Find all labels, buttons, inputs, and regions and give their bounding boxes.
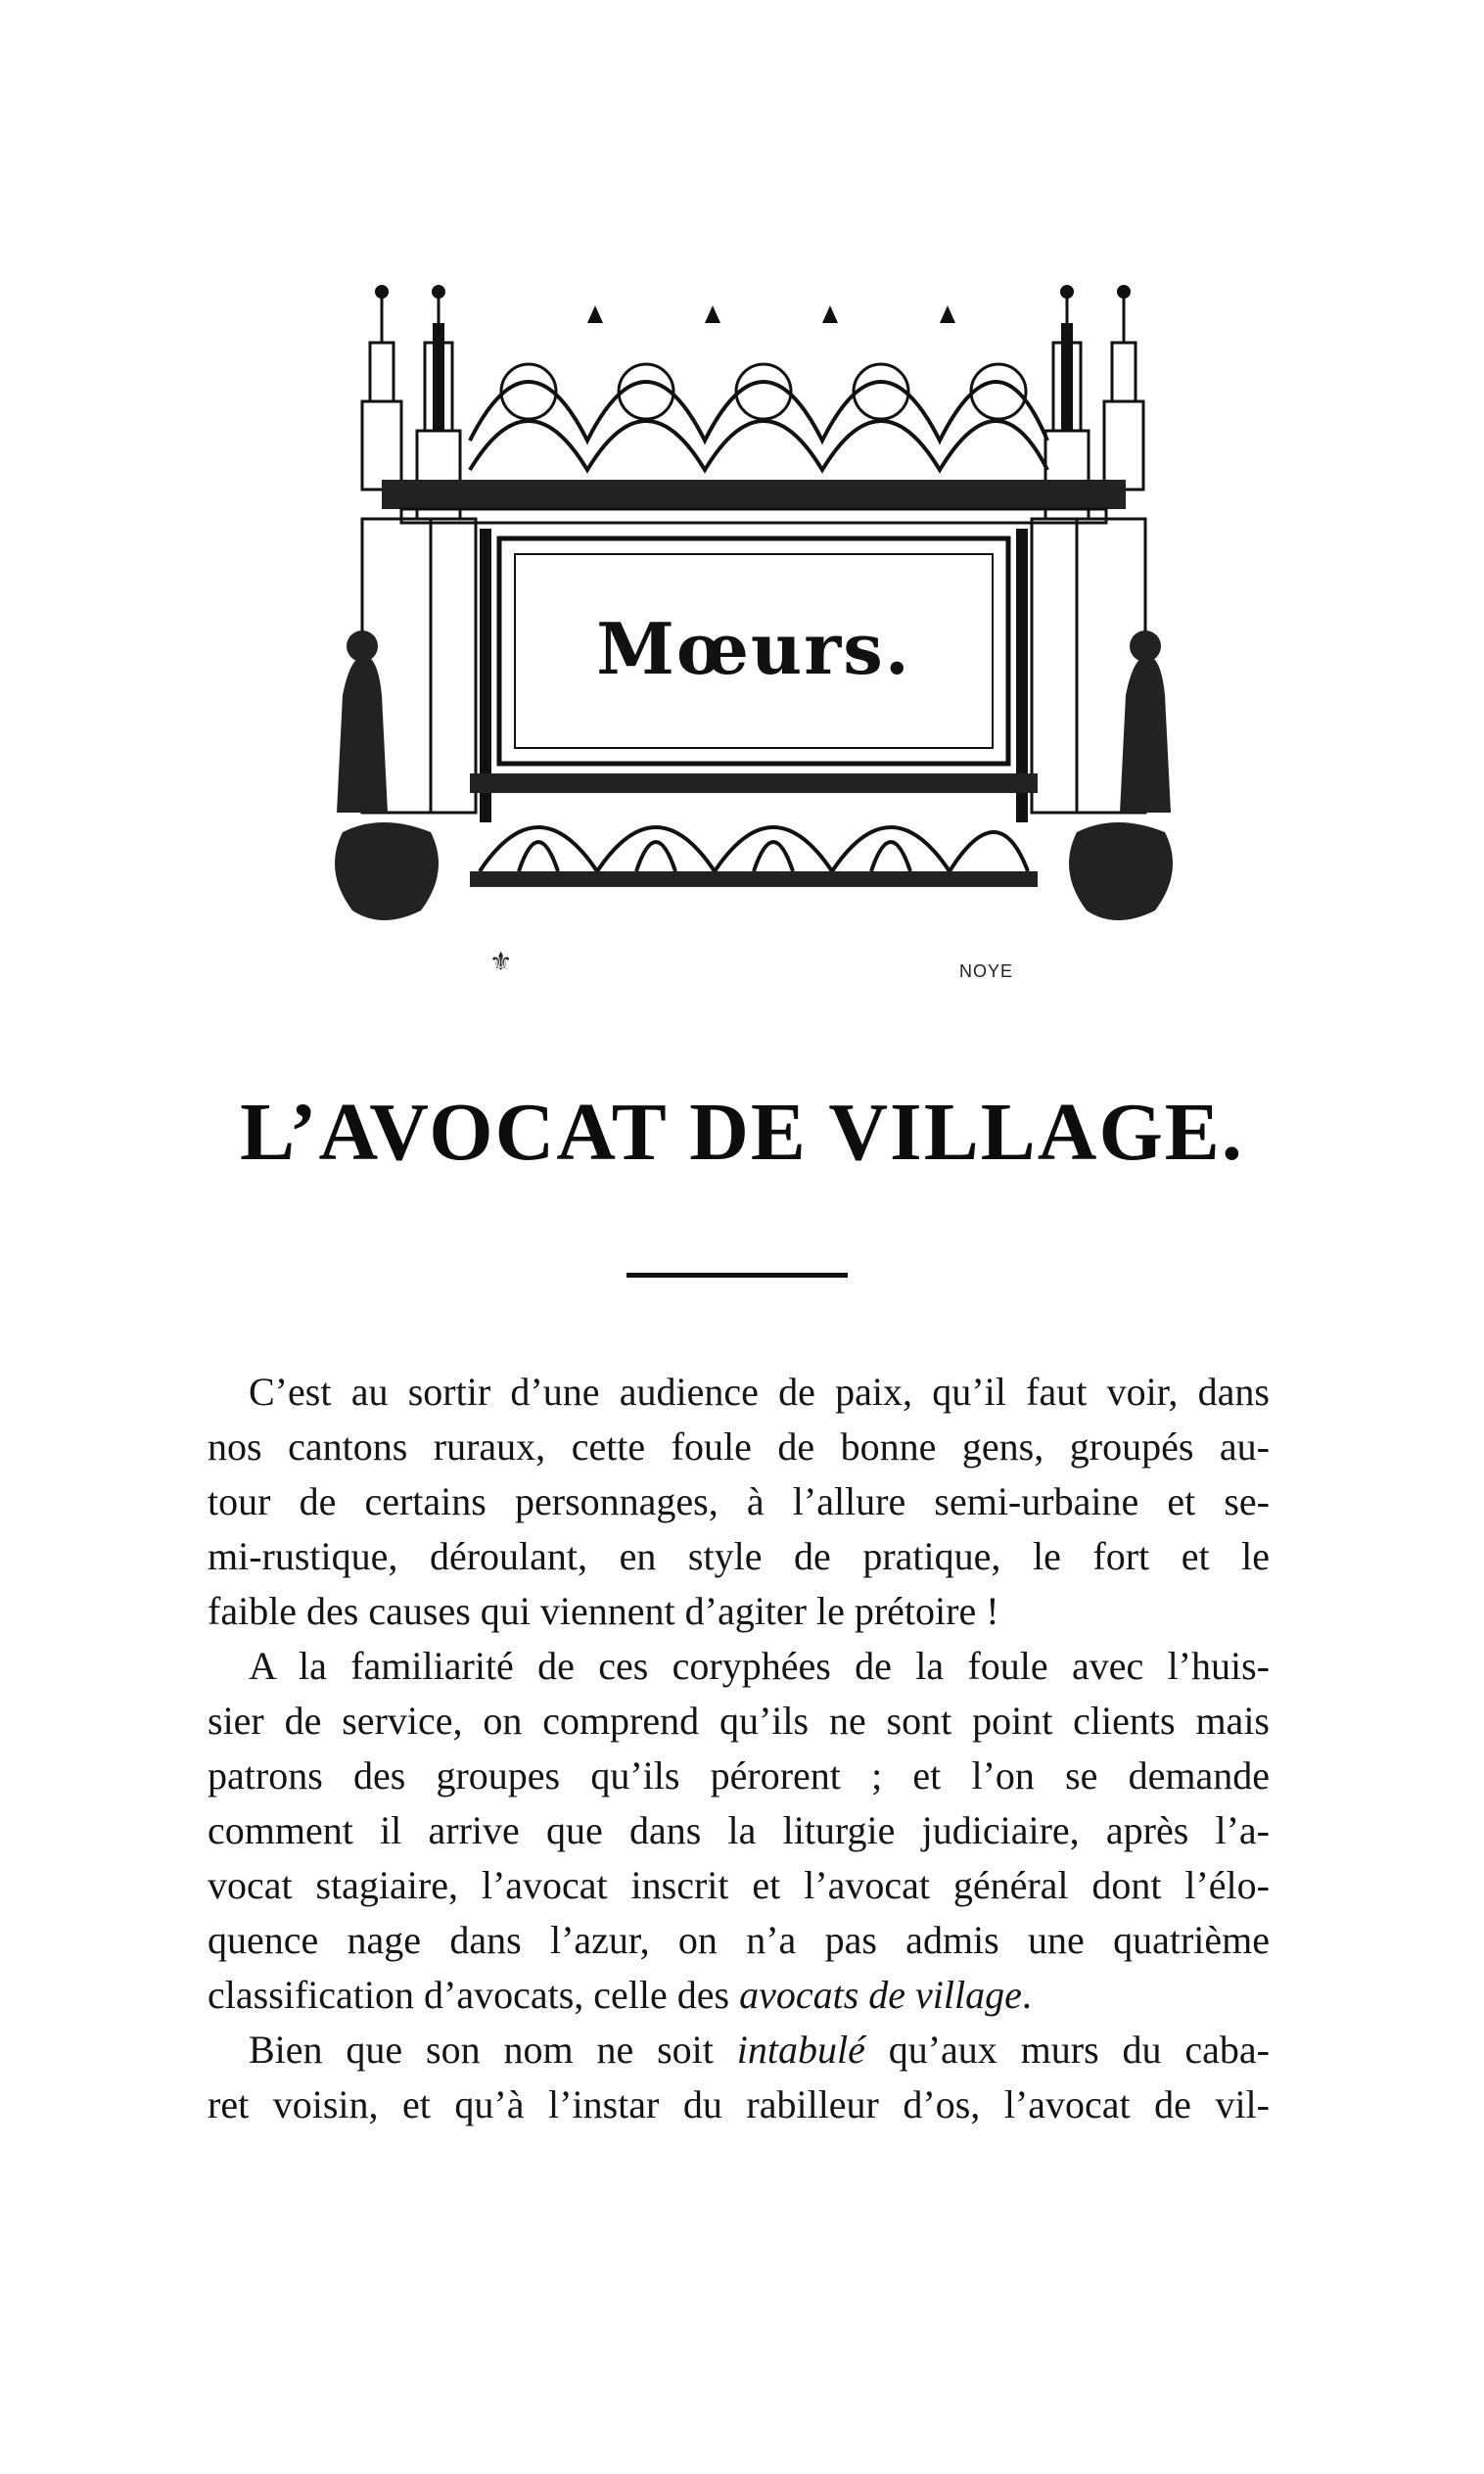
text-run: qu’aux murs du caba- [864,2028,1271,2072]
italic-term: intabulé [736,2028,865,2072]
text-run: Bien que son nom ne soit [249,2028,737,2072]
chapter-title: L’AVOCAT DE VILLAGE. [240,1087,1244,1178]
text-line [208,2023,1270,2077]
title-rule [626,1273,848,1278]
text-line: ret voisin, et qu’à l’instar du rabilleur d’os, l’avocat de vil- [208,2082,1270,2126]
text-line: tour de certains personnages, à l’allure semi-urbaine et se- [208,1479,1270,1523]
text-line [208,1968,1270,2023]
engraver-monogram: ⚜ [489,948,513,977]
text-line: faible des causes qui viennent d’agiter le prétoire ! [208,1589,999,1633]
paragraph-1 [208,1365,1270,1639]
paragraph-2 [208,1639,1270,2023]
chapter-body [208,1365,1270,2132]
paragraph-3 [208,2023,1270,2132]
text-line: patrons des groupes qu’ils pérorent ; et l’on se demande [208,1753,1270,1797]
text-line: mi-rustique, déroulant, en style de pratique, le fort et le [208,1534,1270,1578]
text-line: comment il arrive que dans la liturgie judiciaire, après l’a- [208,1808,1270,1852]
text-line: vocat stagiaire, l’avocat inscrit et l’avocat général dont l’élo- [208,1863,1270,1907]
engraver-signature: NOYE [959,961,1014,981]
cartouche-heading: Mœurs. [596,607,911,690]
gothic-vignette [323,284,1184,1008]
text-line: C’est au sortir d’une audience de paix, qu’il faut voir, dans [249,1370,1270,1414]
text-run: . [1021,1973,1032,2017]
text-line: sier de service, on comprend qu’ils ne sont point clients mais [208,1699,1270,1743]
text-line: quence nage dans l’azur, on n’a pas admis une quatrième [208,1918,1270,1962]
italic-term: avocats de village [739,1973,1022,2017]
text-line: A la familiarité de ces coryphées de la foule avec l’huis- [249,1644,1270,1688]
text-run: classification d’avocats, celle des [208,1973,740,2017]
text-line: nos cantons ruraux, cette foule de bonne gens, groupés au- [208,1424,1270,1469]
